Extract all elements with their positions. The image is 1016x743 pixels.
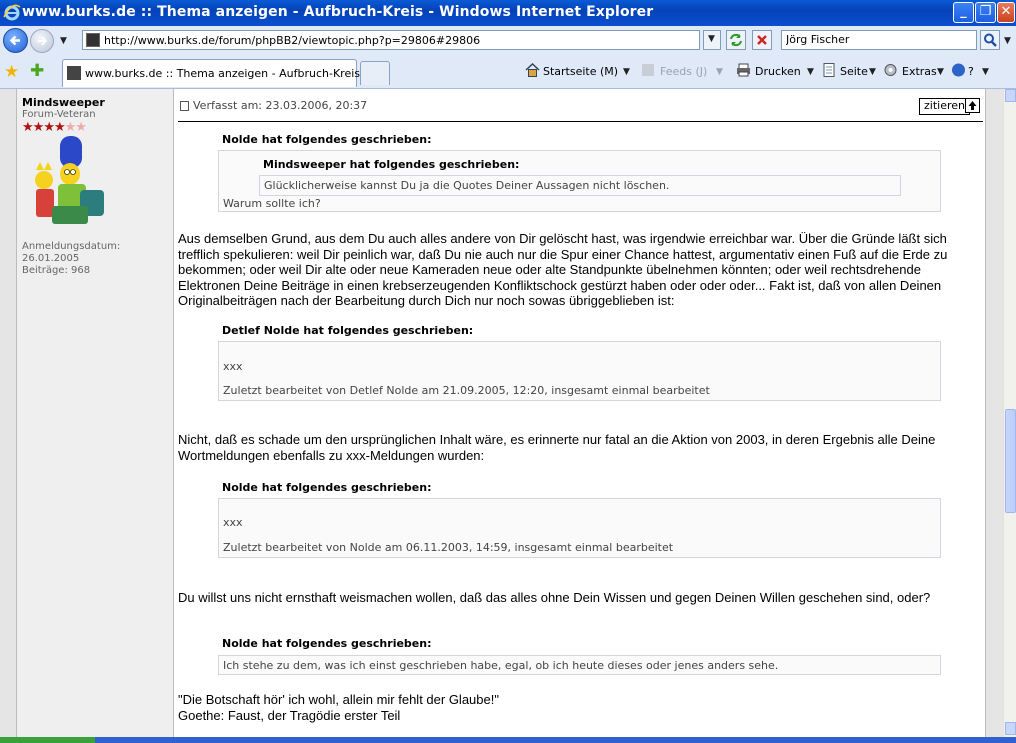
quote-text: Ich stehe zu dem, was ich einst geschrieben habe, egal, ob ich heute dieses oder jenes anders sehe. bbox=[223, 659, 779, 672]
star-filled-icon: ★ bbox=[32, 120, 44, 135]
favorites-star-icon[interactable]: ★ bbox=[4, 62, 20, 82]
window-title: www.burks.de :: Thema anzeigen - Aufbruch-Kreis - Windows Internet Explorer bbox=[22, 4, 654, 20]
help-button[interactable]: ? bbox=[968, 65, 974, 78]
avatar bbox=[22, 136, 112, 230]
close-button[interactable]: ✕ bbox=[997, 2, 1015, 23]
tab-label: www.burks.de :: Thema anzeigen - Aufbruch-Kreis bbox=[85, 67, 360, 80]
signature-line: Goethe: Faust, der Tragödie erster Teil bbox=[178, 708, 401, 723]
stop-button[interactable] bbox=[752, 30, 772, 50]
maximize-button[interactable]: ❐ bbox=[975, 2, 996, 23]
post-header-divider bbox=[178, 121, 983, 122]
back-to-top-button[interactable] bbox=[965, 98, 980, 113]
search-box[interactable] bbox=[781, 30, 977, 50]
signature-line: "Die Botschaft hör' ich wohl, allein mir fehlt der Glaube!" bbox=[178, 692, 499, 707]
forward-arrow-icon bbox=[35, 34, 49, 48]
taskbar-strip bbox=[0, 737, 1016, 743]
quote-button[interactable]: zitieren bbox=[919, 98, 970, 115]
back-button[interactable] bbox=[3, 28, 28, 53]
search-icon bbox=[981, 31, 999, 49]
quote-author: Nolde hat folgendes geschrieben: bbox=[222, 481, 432, 494]
quote-text: Warum sollte ich? bbox=[223, 197, 321, 210]
print-icon[interactable] bbox=[736, 63, 751, 77]
tab-active[interactable] bbox=[62, 59, 360, 87]
add-favorites-icon[interactable]: ✚ bbox=[30, 61, 45, 81]
quote-text: xxx bbox=[223, 516, 243, 529]
feeds-dropdown-icon[interactable]: ▼ bbox=[716, 67, 723, 77]
vertical-scrollbar[interactable] bbox=[1003, 89, 1016, 737]
feeds-icon[interactable] bbox=[641, 63, 656, 77]
author-rank: Forum-Veteran bbox=[22, 109, 96, 120]
minimize-button[interactable]: _ bbox=[953, 2, 974, 23]
address-url: http://www.burks.de/forum/phpBB2/viewtopic.php?p=29806#29806 bbox=[104, 34, 481, 47]
address-bar[interactable] bbox=[82, 30, 700, 50]
tab-toolbar bbox=[0, 57, 1016, 89]
post-paragraph: Du willst uns nicht ernsthaft weismachen wollen, daß das alles ohne Dein Wissen und gegen Deinen Willen geschehen sind, oder? bbox=[178, 590, 931, 605]
post-paragraph: Nicht, daß es schade um den ursprünglichen Inhalt wäre, es erinnerte nur fatal an die Aktion von 2003, in deren Ergebnis alle Deine Wortmeldungen ebenfalls zu xxx-Meldungen wurden: bbox=[178, 432, 936, 463]
address-dropdown-button[interactable] bbox=[703, 30, 721, 50]
help-dropdown-icon[interactable]: ▼ bbox=[982, 67, 989, 77]
page-dropdown-icon[interactable]: ▼ bbox=[869, 67, 876, 77]
search-options-dropdown-icon[interactable]: ▼ bbox=[1004, 36, 1011, 46]
left-margin bbox=[0, 89, 16, 737]
history-dropdown-icon[interactable]: ▼ bbox=[60, 36, 67, 46]
join-date: 26.01.2005 bbox=[22, 253, 80, 264]
home-icon[interactable] bbox=[525, 63, 540, 77]
nested-quote-author: Mindsweeper hat folgendes geschrieben: bbox=[263, 158, 520, 171]
page-icon[interactable] bbox=[822, 63, 837, 77]
star-filled-icon: ★ bbox=[53, 120, 65, 135]
author-column bbox=[16, 89, 174, 737]
quote-box bbox=[218, 150, 941, 212]
ie-logo-icon bbox=[3, 3, 21, 21]
new-tab-button[interactable] bbox=[360, 61, 390, 85]
quote-box bbox=[218, 498, 941, 558]
star-filled-icon: ★ bbox=[22, 120, 33, 135]
page-content bbox=[0, 89, 1003, 737]
feeds-button[interactable]: Feeds (J) bbox=[660, 65, 708, 78]
quote-edit-note: Zuletzt bearbeitet von Nolde am 06.11.2003, 14:59, insgesamt einmal bearbeitet bbox=[223, 541, 674, 554]
home-dropdown-icon[interactable]: ▼ bbox=[623, 67, 630, 77]
window-title-bar[interactable] bbox=[0, 0, 1016, 26]
chevron-down-icon: ▼ bbox=[708, 34, 715, 44]
home-button[interactable]: Startseite (M) bbox=[543, 65, 619, 78]
nested-quote-box bbox=[259, 175, 901, 196]
search-input[interactable] bbox=[786, 33, 971, 46]
post-icon bbox=[180, 101, 189, 111]
site-favicon-icon bbox=[86, 33, 100, 47]
quote-box bbox=[218, 655, 941, 675]
back-arrow-icon bbox=[8, 33, 23, 48]
quote-text: xxx bbox=[223, 360, 243, 373]
quote-author: Nolde hat folgendes geschrieben: bbox=[222, 133, 432, 146]
scroll-up-button[interactable] bbox=[1005, 89, 1016, 102]
refresh-button[interactable] bbox=[726, 30, 746, 50]
star-filled-icon: ★ bbox=[43, 120, 54, 135]
quote-edit-note: Zuletzt bearbeitet von Detlef Nolde am 21.09.2005, 12:20, insgesamt einmal bearbeitet bbox=[223, 384, 710, 397]
star-empty-icon: ★ bbox=[64, 120, 76, 135]
forward-button[interactable] bbox=[30, 29, 54, 53]
quote-author: Detlef Nolde hat folgendes geschrieben: bbox=[222, 324, 474, 337]
quote-author: Nolde hat folgendes geschrieben: bbox=[222, 637, 432, 650]
print-button[interactable]: Drucken bbox=[755, 65, 801, 78]
scroll-down-button[interactable] bbox=[1005, 722, 1016, 735]
right-margin bbox=[985, 89, 1003, 737]
rank-stars bbox=[22, 120, 86, 135]
page-button[interactable]: Seite bbox=[840, 65, 868, 78]
post bbox=[178, 89, 983, 737]
scrollbar-thumb[interactable] bbox=[1005, 409, 1016, 513]
print-dropdown-icon[interactable]: ▼ bbox=[807, 67, 814, 77]
tab-favicon-icon bbox=[67, 66, 81, 80]
tools-dropdown-icon[interactable]: ▼ bbox=[937, 67, 944, 77]
tools-button[interactable]: Extras bbox=[902, 65, 937, 78]
join-date-label: Anmeldungsdatum: bbox=[22, 241, 121, 252]
quote-box bbox=[218, 341, 941, 401]
post-date: Verfasst am: 23.03.2006, 20:37 bbox=[193, 99, 368, 112]
address-toolbar bbox=[0, 26, 1016, 58]
tools-gear-icon[interactable] bbox=[883, 63, 898, 77]
author-name[interactable]: Mindsweeper bbox=[22, 96, 105, 109]
refresh-icon bbox=[727, 31, 745, 49]
help-icon[interactable] bbox=[951, 63, 966, 77]
arrow-up-icon bbox=[966, 99, 979, 112]
post-paragraph: Aus demselben Grund, aus dem Du auch alles andere von Dir gelöscht hast, was irgendwie erreichbar war. Über die Gründe läßt sich trefflich spekulieren: weil Dir peinlich war, daß Du nie auch nur die Spur einer Chance hattest, argumentativ einen Fuß auf die Erde zu bekommen; oder weil Dir alte oder neue Kameraden neue oder alte Standpunkte übelnehmen könnten; oder weil rechtsdrehende Elektronen Deine Beiträge in einen krebserzeugenden Konfliktschock gestürzt haben oder oder oder... Fakt ist, daß von allen Deinen Originalbeiträgen nach der Bearbeitung durch Dich nur noch sowas übriggeblieben ist: bbox=[178, 231, 948, 308]
post-count: Beiträge: 968 bbox=[22, 265, 91, 276]
stop-icon bbox=[753, 31, 771, 49]
nested-quote-text: Glücklicherweise kannst Du ja die Quotes Deiner Aussagen nicht löschen. bbox=[264, 179, 670, 192]
star-empty-icon: ★ bbox=[75, 120, 86, 135]
search-button[interactable] bbox=[980, 30, 1000, 50]
